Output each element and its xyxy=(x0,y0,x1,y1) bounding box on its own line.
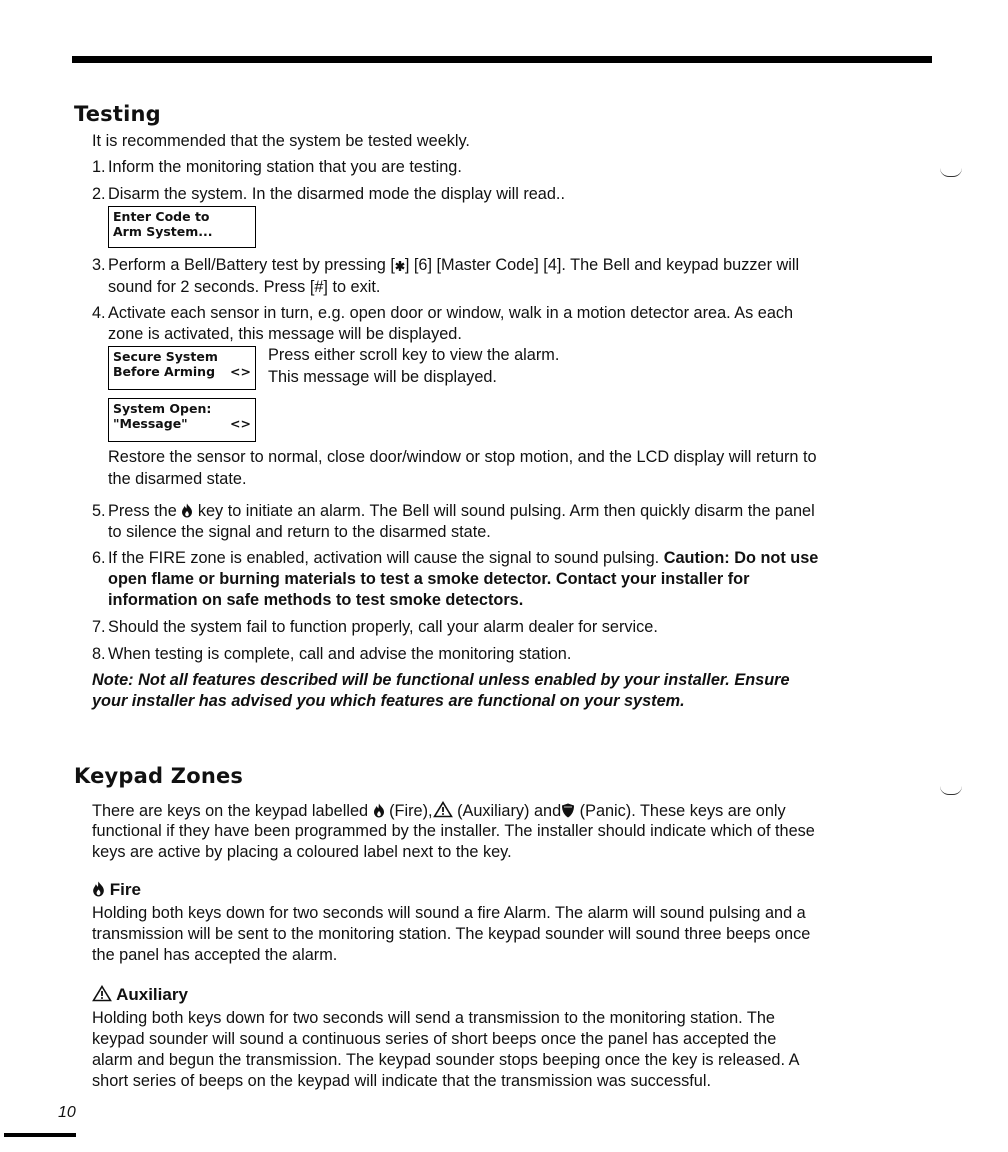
shield-icon xyxy=(561,803,575,818)
bottom-rule xyxy=(4,1133,76,1137)
auxiliary-text-2: keypad sounder will sound a continuous series of short beeps once the panel has accepted the xyxy=(92,1030,777,1048)
step-8-number: 8. xyxy=(92,645,106,663)
auxiliary-title: Auxiliary xyxy=(116,985,188,1004)
step-3-text-c: sound for 2 seconds. Press [#] to exit. xyxy=(108,278,381,296)
step-6-text-a: If the FIRE zone is enabled, activation will cause the signal to sound pulsing. xyxy=(108,549,660,567)
fire-text-1: Holding both keys down for two seconds will sound a fire Alarm. The alarm will sound pulsing and a xyxy=(92,904,806,922)
asterisk-icon xyxy=(395,260,405,272)
lcd-line: "Message" xyxy=(113,416,188,431)
intro-text-c: (Auxiliary) and xyxy=(457,802,562,820)
caution-text-2: information on safe methods to test smoke detectors. xyxy=(108,591,524,609)
lcd-side-note-1: Press either scroll key to view the alarm. xyxy=(268,346,560,364)
caution-label: Caution: Do not use xyxy=(663,549,819,567)
lcd-line: Secure System xyxy=(113,349,218,364)
auxiliary-text-3: alarm and begun the transmission. The keypad sounder stops beeping once the key is released. A xyxy=(92,1051,800,1069)
fire-icon xyxy=(181,503,193,518)
step-3-number: 3. xyxy=(92,256,106,274)
step-5-text-b: key to initiate an alarm. The Bell will sound pulsing. Arm then quickly disarm the panel xyxy=(197,502,815,520)
top-rule xyxy=(72,56,932,63)
fire-icon xyxy=(92,881,105,897)
restore-text-1: Restore the sensor to normal, close door/window or stop motion, and the LCD display will return to xyxy=(108,448,817,466)
testing-intro: It is recommended that the system be tested weekly. xyxy=(92,132,470,150)
step-3-text-a: Perform a Bell/Battery test by pressing [ xyxy=(108,256,395,274)
lcd-display-system-open xyxy=(108,398,256,442)
restore-text-2: the disarmed state. xyxy=(108,470,247,488)
fire-icon xyxy=(373,803,385,818)
step-7-text: Should the system fail to function properly, call your alarm dealer for service. xyxy=(108,618,658,636)
auxiliary-subheading xyxy=(92,985,188,1005)
step-4-text-a: Activate each sensor in turn, e.g. open door or window, walk in a motion detector area. As each xyxy=(108,304,794,322)
warning-triangle-icon xyxy=(433,801,453,818)
step-5-text-c: to silence the signal and return to the disarmed state. xyxy=(108,523,491,541)
step-5-text-a: Press the xyxy=(108,502,177,520)
note-text-1: Note: Not all features described will be functional unless enabled by your installer. Ensure xyxy=(92,671,790,689)
warning-triangle-icon xyxy=(92,985,112,1002)
fire-subheading xyxy=(92,880,141,900)
note-text-2: your installer has advised you which features are functional on your system. xyxy=(92,692,685,710)
keypad-zones-intro-2: functional if they have been programmed by the installer. The installer should indicate which of these xyxy=(92,822,815,840)
testing-heading: Testing xyxy=(74,102,161,126)
intro-text-d: (Panic). These keys are only xyxy=(579,802,786,820)
step-2-number: 2. xyxy=(92,185,106,203)
step-5-text xyxy=(108,501,815,522)
caution-text-1: open flame or burning materials to test a smoke detector. Contact your installer for xyxy=(108,570,750,588)
step-3-text-b: ] [6] [Master Code] [4]. The Bell and keypad buzzer will xyxy=(404,256,800,274)
keypad-zones-heading: Keypad Zones xyxy=(74,764,244,788)
step-6-number: 6. xyxy=(92,549,106,567)
step-1-number: 1. xyxy=(92,158,106,176)
step-4-number: 4. xyxy=(92,304,106,322)
keypad-zones-intro-3: keys are active by placing a coloured label next to the key. xyxy=(92,843,512,861)
intro-text-b: (Fire), xyxy=(389,802,433,820)
scroll-arrows: <> xyxy=(230,364,251,379)
keypad-zones-intro-1 xyxy=(92,801,786,822)
step-8-text: When testing is complete, call and advise the monitoring station. xyxy=(108,645,572,663)
lcd-side-note-2: This message will be displayed. xyxy=(268,368,497,386)
lcd-line: System Open: xyxy=(113,401,212,416)
page-number: 10 xyxy=(58,1104,76,1121)
lcd-line: Before Arming xyxy=(113,364,216,379)
lcd-display-disarmed xyxy=(108,206,256,248)
intro-text-a: There are keys on the keypad labelled xyxy=(92,802,369,820)
auxiliary-text-1: Holding both keys down for two seconds will send a transmission to the monitoring station. The xyxy=(92,1009,775,1027)
step-3-text xyxy=(108,255,799,276)
lcd-display-secure-system xyxy=(108,346,256,390)
fire-title: Fire xyxy=(109,880,141,899)
fire-text-3: the panel has accepted the alarm. xyxy=(92,946,338,964)
fire-text-2: transmission will be sent to the monitoring station. The keypad sounder will sound three beeps once xyxy=(92,925,811,943)
step-1-text: Inform the monitoring station that you are testing. xyxy=(108,158,462,176)
lcd-line: Enter Code to xyxy=(113,209,210,224)
auxiliary-text-4: short series of beeps on the keypad will indicate that the transmission was successful. xyxy=(92,1072,711,1090)
step-5-number: 5. xyxy=(92,502,106,520)
margin-mark xyxy=(940,786,962,795)
step-2-text: Disarm the system. In the disarmed mode the display will read.. xyxy=(108,185,565,203)
step-6-text xyxy=(108,548,818,569)
scroll-arrows: <> xyxy=(230,416,251,431)
margin-mark xyxy=(940,168,962,177)
step-4-text-b: zone is activated, this message will be displayed. xyxy=(108,325,462,343)
lcd-line: Arm System... xyxy=(113,224,213,239)
step-7-number: 7. xyxy=(92,618,106,636)
